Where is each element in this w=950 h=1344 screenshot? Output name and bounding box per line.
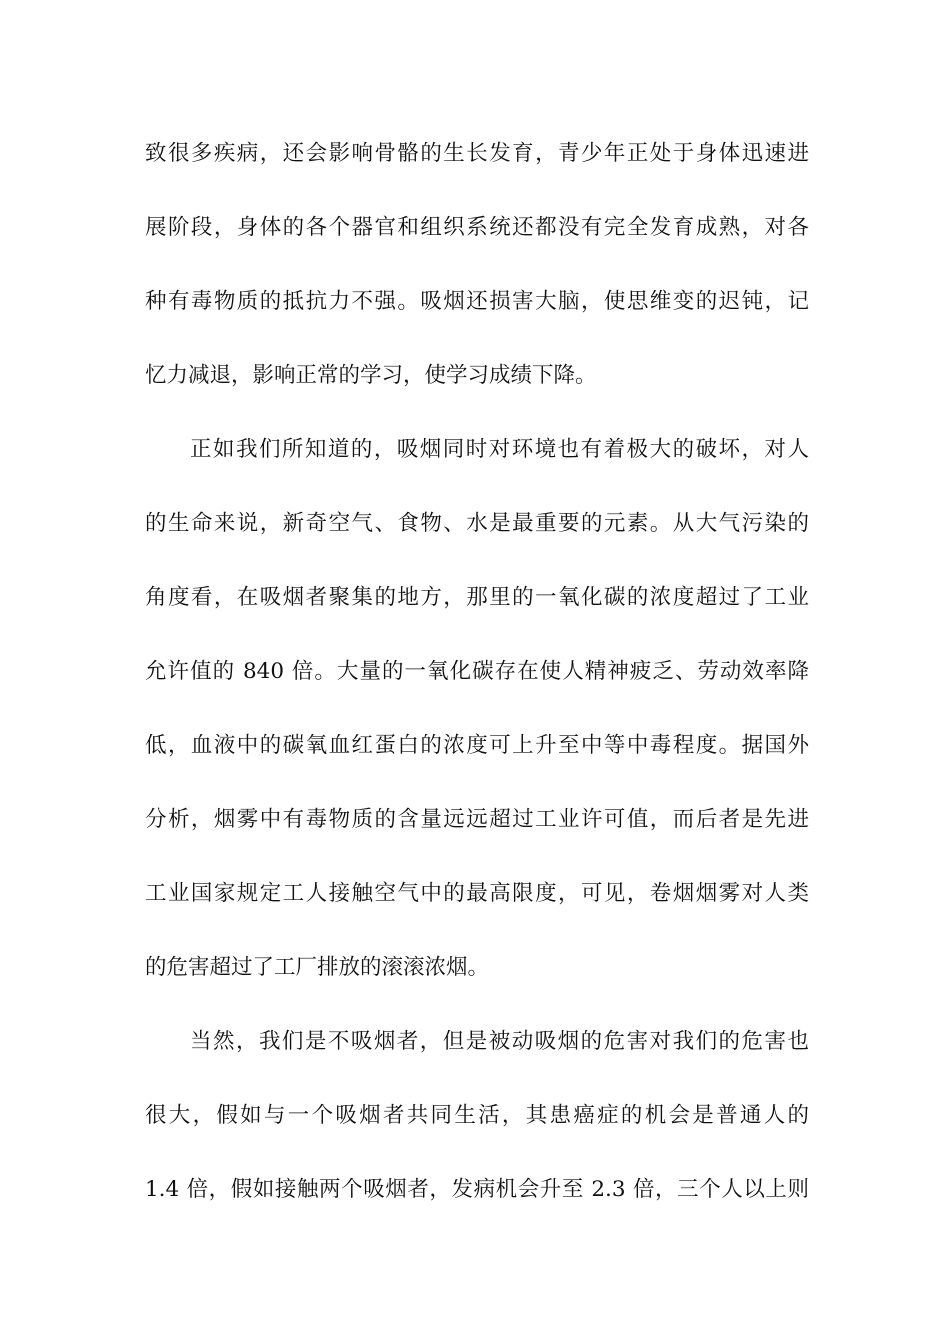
text-line: 工业国家规定工人接触空气中的最高限度，可见，卷烟烟雾对人类 bbox=[145, 881, 809, 906]
text-line: 分析，烟雾中有毒物质的含量远远超过工业许可值，而后者是先进 bbox=[145, 807, 809, 832]
text-line: 很大，假如与一个吸烟者共同生活，其患癌症的机会是普通人的 bbox=[145, 1103, 809, 1128]
text-line: 展阶段，身体的各个器官和组织系统还都没有完全发育成熟，对各 bbox=[145, 215, 809, 240]
text-line: 致很多疾病，还会影响骨骼的生长发育，青少年正处于身体迅速进 bbox=[145, 141, 809, 166]
text-line: 1.4 倍，假如接触两个吸烟者，发病机会升至 2.3 倍，三个人以上则 bbox=[145, 1177, 809, 1202]
text-line: 的危害超过了工厂排放的滚滚浓烟。 bbox=[145, 955, 490, 980]
text-line: 低，血液中的碳氧血红蛋白的浓度可上升至中等中毒程度。据国外 bbox=[145, 733, 809, 758]
text-line: 允许值的 840 倍。大量的一氧化碳存在使人精神疲乏、劳动效率降 bbox=[145, 659, 809, 684]
paragraph-first-line: 正如我们所知道的，吸烟同时对环境也有着极大的破坏，对人 bbox=[190, 437, 809, 462]
text-line: 忆力减退，影响正常的学习，使学习成绩下降。 bbox=[145, 363, 597, 388]
paragraph-first-line: 当然，我们是不吸烟者，但是被动吸烟的危害对我们的危害也 bbox=[190, 1029, 809, 1054]
text-line: 种有毒物质的抵抗力不强。吸烟还损害大脑，使思维变的迟钝，记 bbox=[145, 289, 809, 314]
text-line: 角度看，在吸烟者聚集的地方，那里的一氧化碳的浓度超过了工业 bbox=[145, 585, 809, 610]
text-line: 的生命来说，新奇空气、食物、水是最重要的元素。从大气污染的 bbox=[145, 511, 809, 536]
